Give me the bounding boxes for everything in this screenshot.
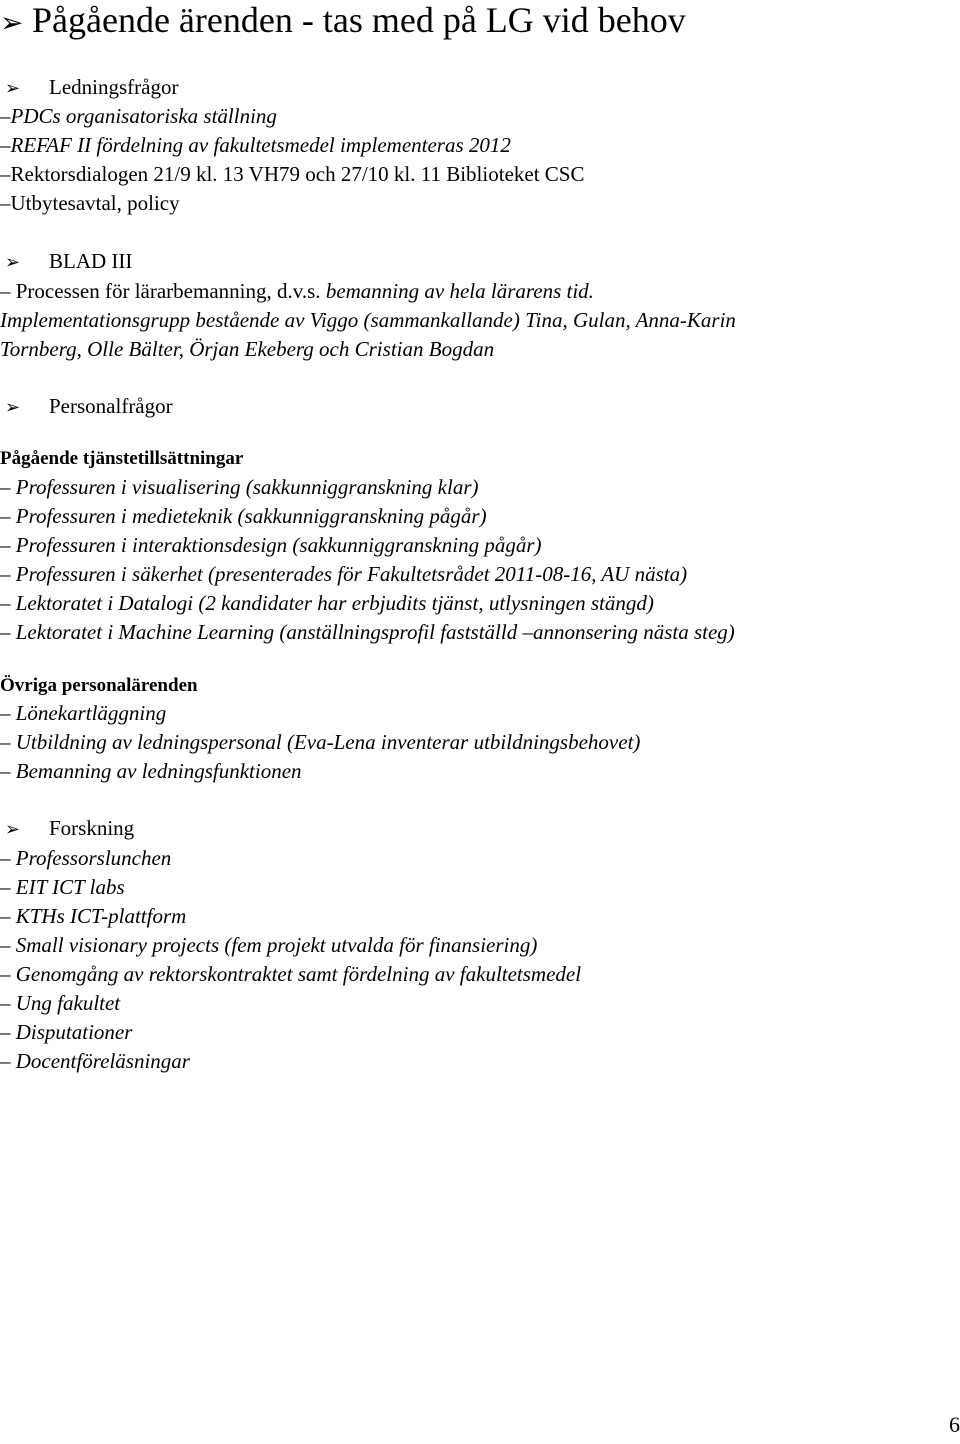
list-item: – Professorslunchen — [0, 846, 172, 870]
arrow-bullet-icon: ➢ — [5, 252, 21, 273]
section-forskning-heading — [5, 815, 134, 843]
arrow-bullet-icon: ➢ — [5, 819, 21, 840]
list-item: – Docentföreläsningar — [0, 1049, 190, 1073]
list-item: – Professuren i visualisering (sakkunniggranskning klar) — [0, 475, 479, 499]
section-title: BLAD III — [49, 249, 133, 273]
list-item: –Utbytesavtal, policy — [0, 191, 180, 215]
list-item: – Professuren i interaktionsdesign (sakkunniggranskning pågår) — [0, 533, 542, 557]
list-item: – Disputationer — [0, 1020, 133, 1044]
list-item: –PDCs organisatoriska ställning — [0, 104, 277, 128]
list-item: – Bemanning av ledningsfunktionen — [0, 759, 302, 783]
list-item: – Professuren i medieteknik (sakkunniggranskning pågår) — [0, 504, 487, 528]
list-item — [0, 278, 594, 304]
list-item: – Lönekartläggning — [0, 701, 167, 725]
paragraph-line: Implementationsgrupp bestående av Viggo (sammankallande) Tina, Gulan, Anna-Karin — [0, 308, 736, 332]
list-item: – Lektoratet i Datalogi (2 kandidater har erbjudits tjänst, utlysningen stängd) — [0, 591, 654, 615]
subsection-heading: Övriga personalärenden — [0, 675, 198, 696]
list-item: –Rektorsdialogen 21/9 kl. 13 VH79 och 27/10 kl. 11 Biblioteket CSC — [0, 162, 585, 186]
list-item: –REFAF II fördelning av fakultetsmedel implementeras 2012 — [0, 133, 511, 157]
list-item-text: – Processen för lärarbemanning, d.v.s. — [0, 279, 326, 303]
page-number: 6 — [949, 1412, 960, 1437]
page-title — [0, 0, 686, 43]
page-title-text: Pågående ärenden - tas med på LG vid behov — [32, 0, 686, 40]
section-ledningsfragor-heading — [5, 74, 178, 102]
section-title: Personalfrågor — [49, 394, 173, 418]
subsection-heading: Pågående tjänstetillsättningar — [0, 448, 244, 469]
list-item: – KTHs ICT-plattform — [0, 904, 187, 928]
arrow-bullet-icon: ➢ — [0, 6, 24, 39]
section-personalfragor-heading — [5, 393, 173, 421]
section-title: Forskning — [49, 816, 135, 840]
list-item: – Small visionary projects (fem projekt utvalda för finansiering) — [0, 933, 538, 957]
paragraph-line: Tornberg, Olle Bälter, Örjan Ekeberg och Cristian Bogdan — [0, 337, 495, 361]
list-item-emphasis: bemanning av hela lärarens tid. — [325, 279, 594, 303]
list-item: – EIT ICT labs — [0, 875, 125, 899]
list-item: – Genomgång av rektorskontraktet samt fördelning av fakultetsmedel — [0, 962, 582, 986]
arrow-bullet-icon: ➢ — [5, 397, 21, 418]
arrow-bullet-icon: ➢ — [5, 78, 21, 99]
list-item: – Professuren i säkerhet (presenterades för Fakultetsrådet 2011-08-16, AU nästa) — [0, 562, 688, 586]
section-blad-heading — [5, 248, 132, 276]
section-title: Ledningsfrågor — [49, 75, 179, 99]
list-item: – Lektoratet i Machine Learning (anställningsprofil fastställd –annonsering nästa steg) — [0, 620, 735, 644]
list-item: – Ung fakultet — [0, 991, 121, 1015]
list-item: – Utbildning av ledningspersonal (Eva-Lena inventerar utbildningsbehovet) — [0, 730, 641, 754]
